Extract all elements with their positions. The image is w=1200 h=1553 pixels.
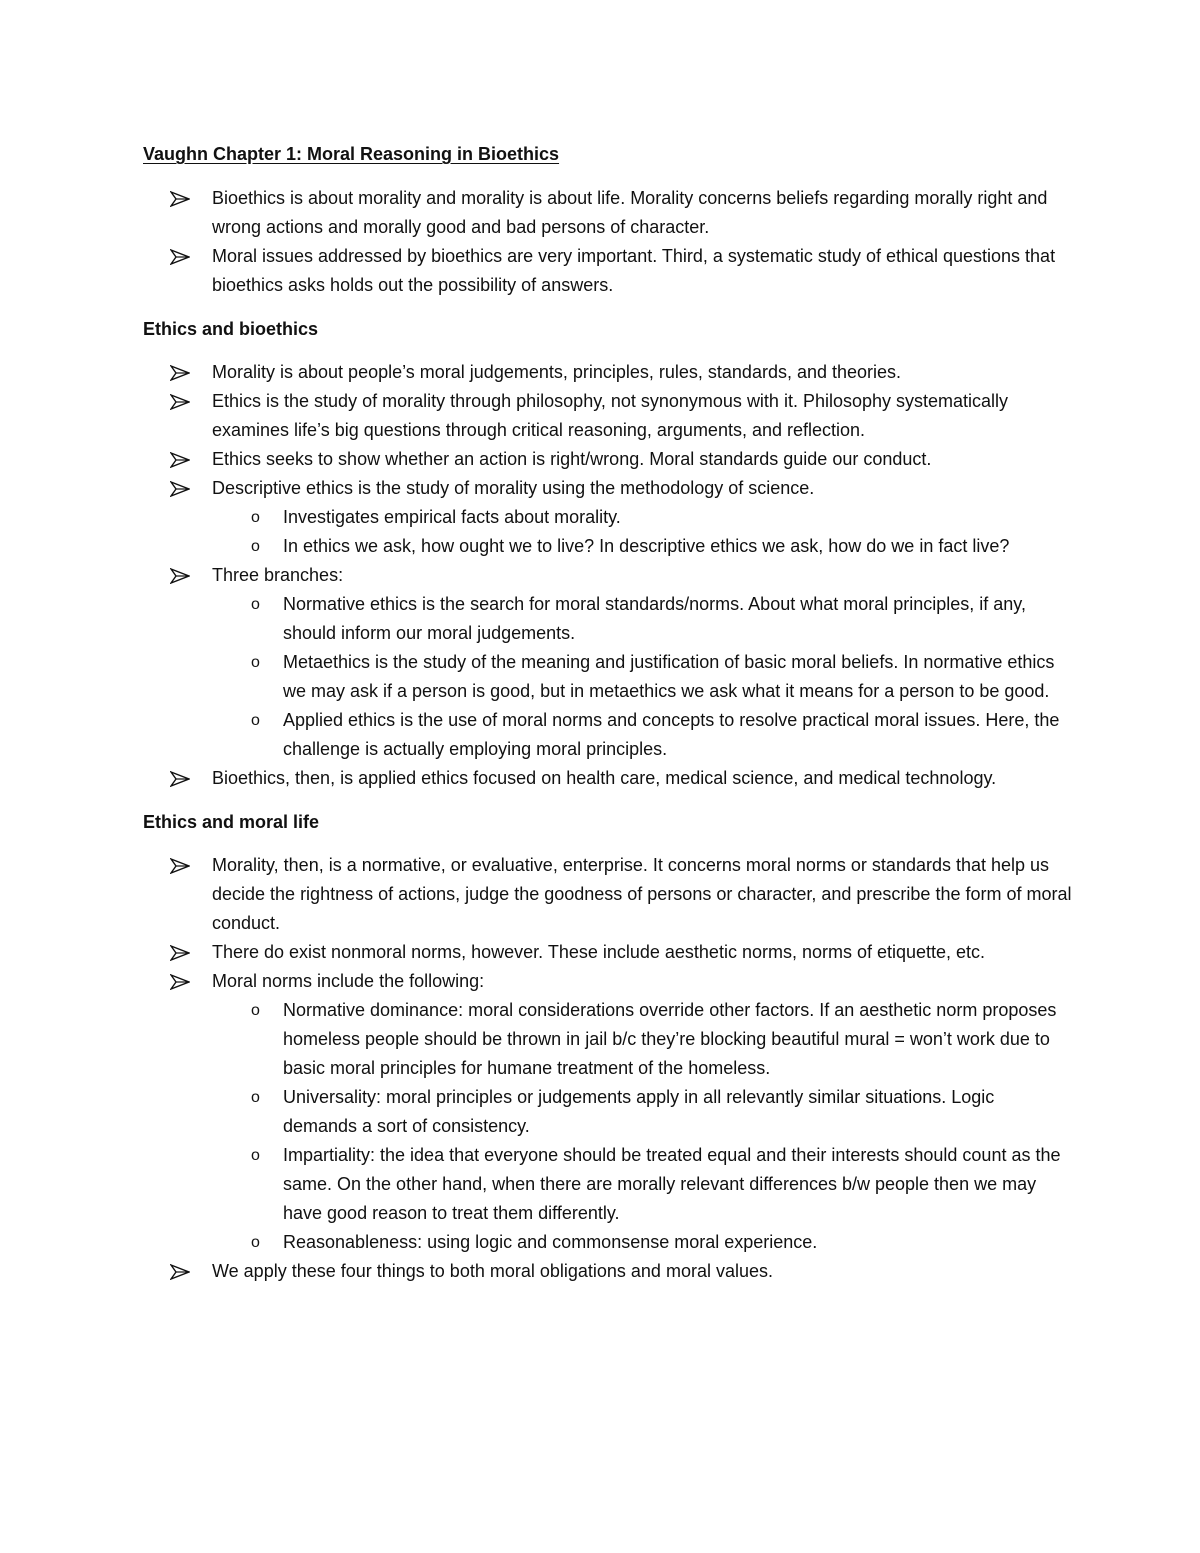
- list-item: [143, 387, 1073, 445]
- section-spacer: [143, 300, 1073, 315]
- list-item-text: There do exist nonmoral norms, however. These include aesthetic norms, norms of etiquette, etc.: [212, 942, 986, 962]
- sub-list-item: [212, 1083, 1073, 1141]
- sub-bullet-marker: o: [251, 1002, 260, 1019]
- list-item: [143, 938, 1073, 967]
- list-item-text: Bioethics is about morality and morality is about life. Morality concerns beliefs regarding morally right and wrong actions and morally good and bad persons of character.: [212, 188, 1048, 237]
- arrowhead-bullet-icon: [170, 191, 190, 207]
- document-body: [143, 140, 1073, 1286]
- sub-list-item: [212, 1141, 1073, 1228]
- section-spacer: [143, 344, 1073, 358]
- arrowhead-bullet-icon: [170, 945, 190, 961]
- sub-list: [143, 590, 1073, 764]
- sub-list-item: [212, 590, 1073, 648]
- sub-list-item-text: Normative ethics is the search for moral standards/norms. About what moral principles, if any, should inform our moral judgements.: [283, 594, 1026, 643]
- arrowhead-bullet-icon: [170, 394, 190, 410]
- arrowhead-bullet-icon: [170, 771, 190, 787]
- arrowhead-bullet-icon: [170, 974, 190, 990]
- list-item-text: We apply these four things to both moral obligations and moral values.: [212, 1261, 773, 1281]
- sub-list: [143, 996, 1073, 1257]
- sections-container: [143, 169, 1073, 1286]
- sub-bullet-marker: o: [251, 596, 260, 613]
- arrowhead-bullet-icon: [170, 365, 190, 381]
- list-item: [143, 851, 1073, 938]
- section: [143, 169, 1073, 300]
- section-spacer: [143, 793, 1073, 808]
- bullet-list: [143, 358, 1073, 793]
- list-item-text: Morality is about people’s moral judgements, principles, rules, standards, and theories.: [212, 362, 902, 382]
- list-item-text: Bioethics, then, is applied ethics focused on health care, medical science, and medical technology.: [212, 768, 997, 788]
- sub-bullet-marker: o: [251, 1234, 260, 1251]
- document-title: Vaughn Chapter 1: Moral Reasoning in Bioethics: [143, 144, 560, 164]
- arrowhead-bullet-icon: [170, 481, 190, 497]
- section-heading: Ethics and moral life: [143, 812, 320, 832]
- sub-list-item-text: Investigates empirical facts about morality.: [283, 507, 621, 527]
- arrowhead-bullet-icon: [170, 452, 190, 468]
- sub-list-item-text: Metaethics is the study of the meaning and justification of basic moral beliefs. In normative ethics we may ask if a person is good, but in metaethics we ask what it means for a person to be good.: [283, 652, 1055, 701]
- list-item-text: Three branches:: [212, 565, 344, 585]
- arrowhead-bullet-icon: [170, 249, 190, 265]
- sub-list: [143, 503, 1073, 561]
- sub-list-item-text: Applied ethics is the use of moral norms and concepts to resolve practical moral issues. Here, the challenge is actually employing moral principles.: [283, 710, 1060, 759]
- bullet-list: [143, 184, 1073, 300]
- sub-bullet-marker: o: [251, 654, 260, 671]
- list-item: [143, 358, 1073, 387]
- list-item: [143, 184, 1073, 242]
- section-spacer: [143, 837, 1073, 851]
- sub-list-item-text: Normative dominance: moral considerations override other factors. If an aesthetic norm proposes homeless people should be thrown in jail b/c they’re blocking beautiful mural = won’t work due to basic moral principles for humane treatment of the homeless.: [283, 1000, 1057, 1078]
- sub-list-item-text: Impartiality: the idea that everyone should be treated equal and their interests should count as the same. On the other hand, when there are morally relevant differences b/w people then we may have good reason to treat them differently.: [283, 1145, 1061, 1223]
- sub-bullet-marker: o: [251, 1089, 260, 1106]
- sub-bullet-marker: o: [251, 712, 260, 729]
- sub-list-item-text: Universality: moral principles or judgements apply in all relevantly similar situations. Logic demands a sort of consistency.: [283, 1087, 995, 1136]
- list-item: [143, 967, 1073, 1257]
- list-item-text: Morality, then, is a normative, or evaluative, enterprise. It concerns moral norms or standards that help us decide the rightness of actions, judge the goodness of persons or character, and prescribe the form of moral conduct.: [212, 855, 1072, 933]
- sub-list-item-text: In ethics we ask, how ought we to live? In descriptive ethics we ask, how do we in fact live?: [283, 536, 1010, 556]
- list-item-text: Ethics is the study of morality through philosophy, not synonymous with it. Philosophy systematically examines life’s big questions through critical reasoning, arguments, and reflection.: [212, 391, 1009, 440]
- section: [143, 300, 1073, 793]
- list-item: [143, 764, 1073, 793]
- section-spacer: [143, 169, 1073, 184]
- list-item-text: Descriptive ethics is the study of morality using the methodology of science.: [212, 478, 815, 498]
- bullet-list: [143, 851, 1073, 1286]
- list-item-text: Ethics seeks to show whether an action is right/wrong. Moral standards guide our conduct.: [212, 449, 932, 469]
- section-heading: Ethics and bioethics: [143, 319, 319, 339]
- sub-list-item: [212, 996, 1073, 1083]
- sub-list-item: [212, 648, 1073, 706]
- list-item: [143, 474, 1073, 561]
- sub-list-item: [212, 503, 1073, 532]
- sub-list-item: [212, 1228, 1073, 1257]
- sub-list-item-text: Reasonableness: using logic and commonsense moral experience.: [283, 1232, 818, 1252]
- sub-bullet-marker: o: [251, 509, 260, 526]
- list-item-text: Moral norms include the following:: [212, 971, 485, 991]
- arrowhead-bullet-icon: [170, 858, 190, 874]
- arrowhead-bullet-icon: [170, 1264, 190, 1280]
- sub-bullet-marker: o: [251, 538, 260, 555]
- sub-list-item: [212, 532, 1073, 561]
- section: [143, 793, 1073, 1286]
- list-item: [143, 445, 1073, 474]
- sub-bullet-marker: o: [251, 1147, 260, 1164]
- list-item: [143, 1257, 1073, 1286]
- list-item: [143, 561, 1073, 764]
- arrowhead-bullet-icon: [170, 568, 190, 584]
- sub-list-item: [212, 706, 1073, 764]
- list-item: [143, 242, 1073, 300]
- list-item-text: Moral issues addressed by bioethics are very important. Third, a systematic study of ethical questions that bioethics asks holds out the possibility of answers.: [212, 246, 1056, 295]
